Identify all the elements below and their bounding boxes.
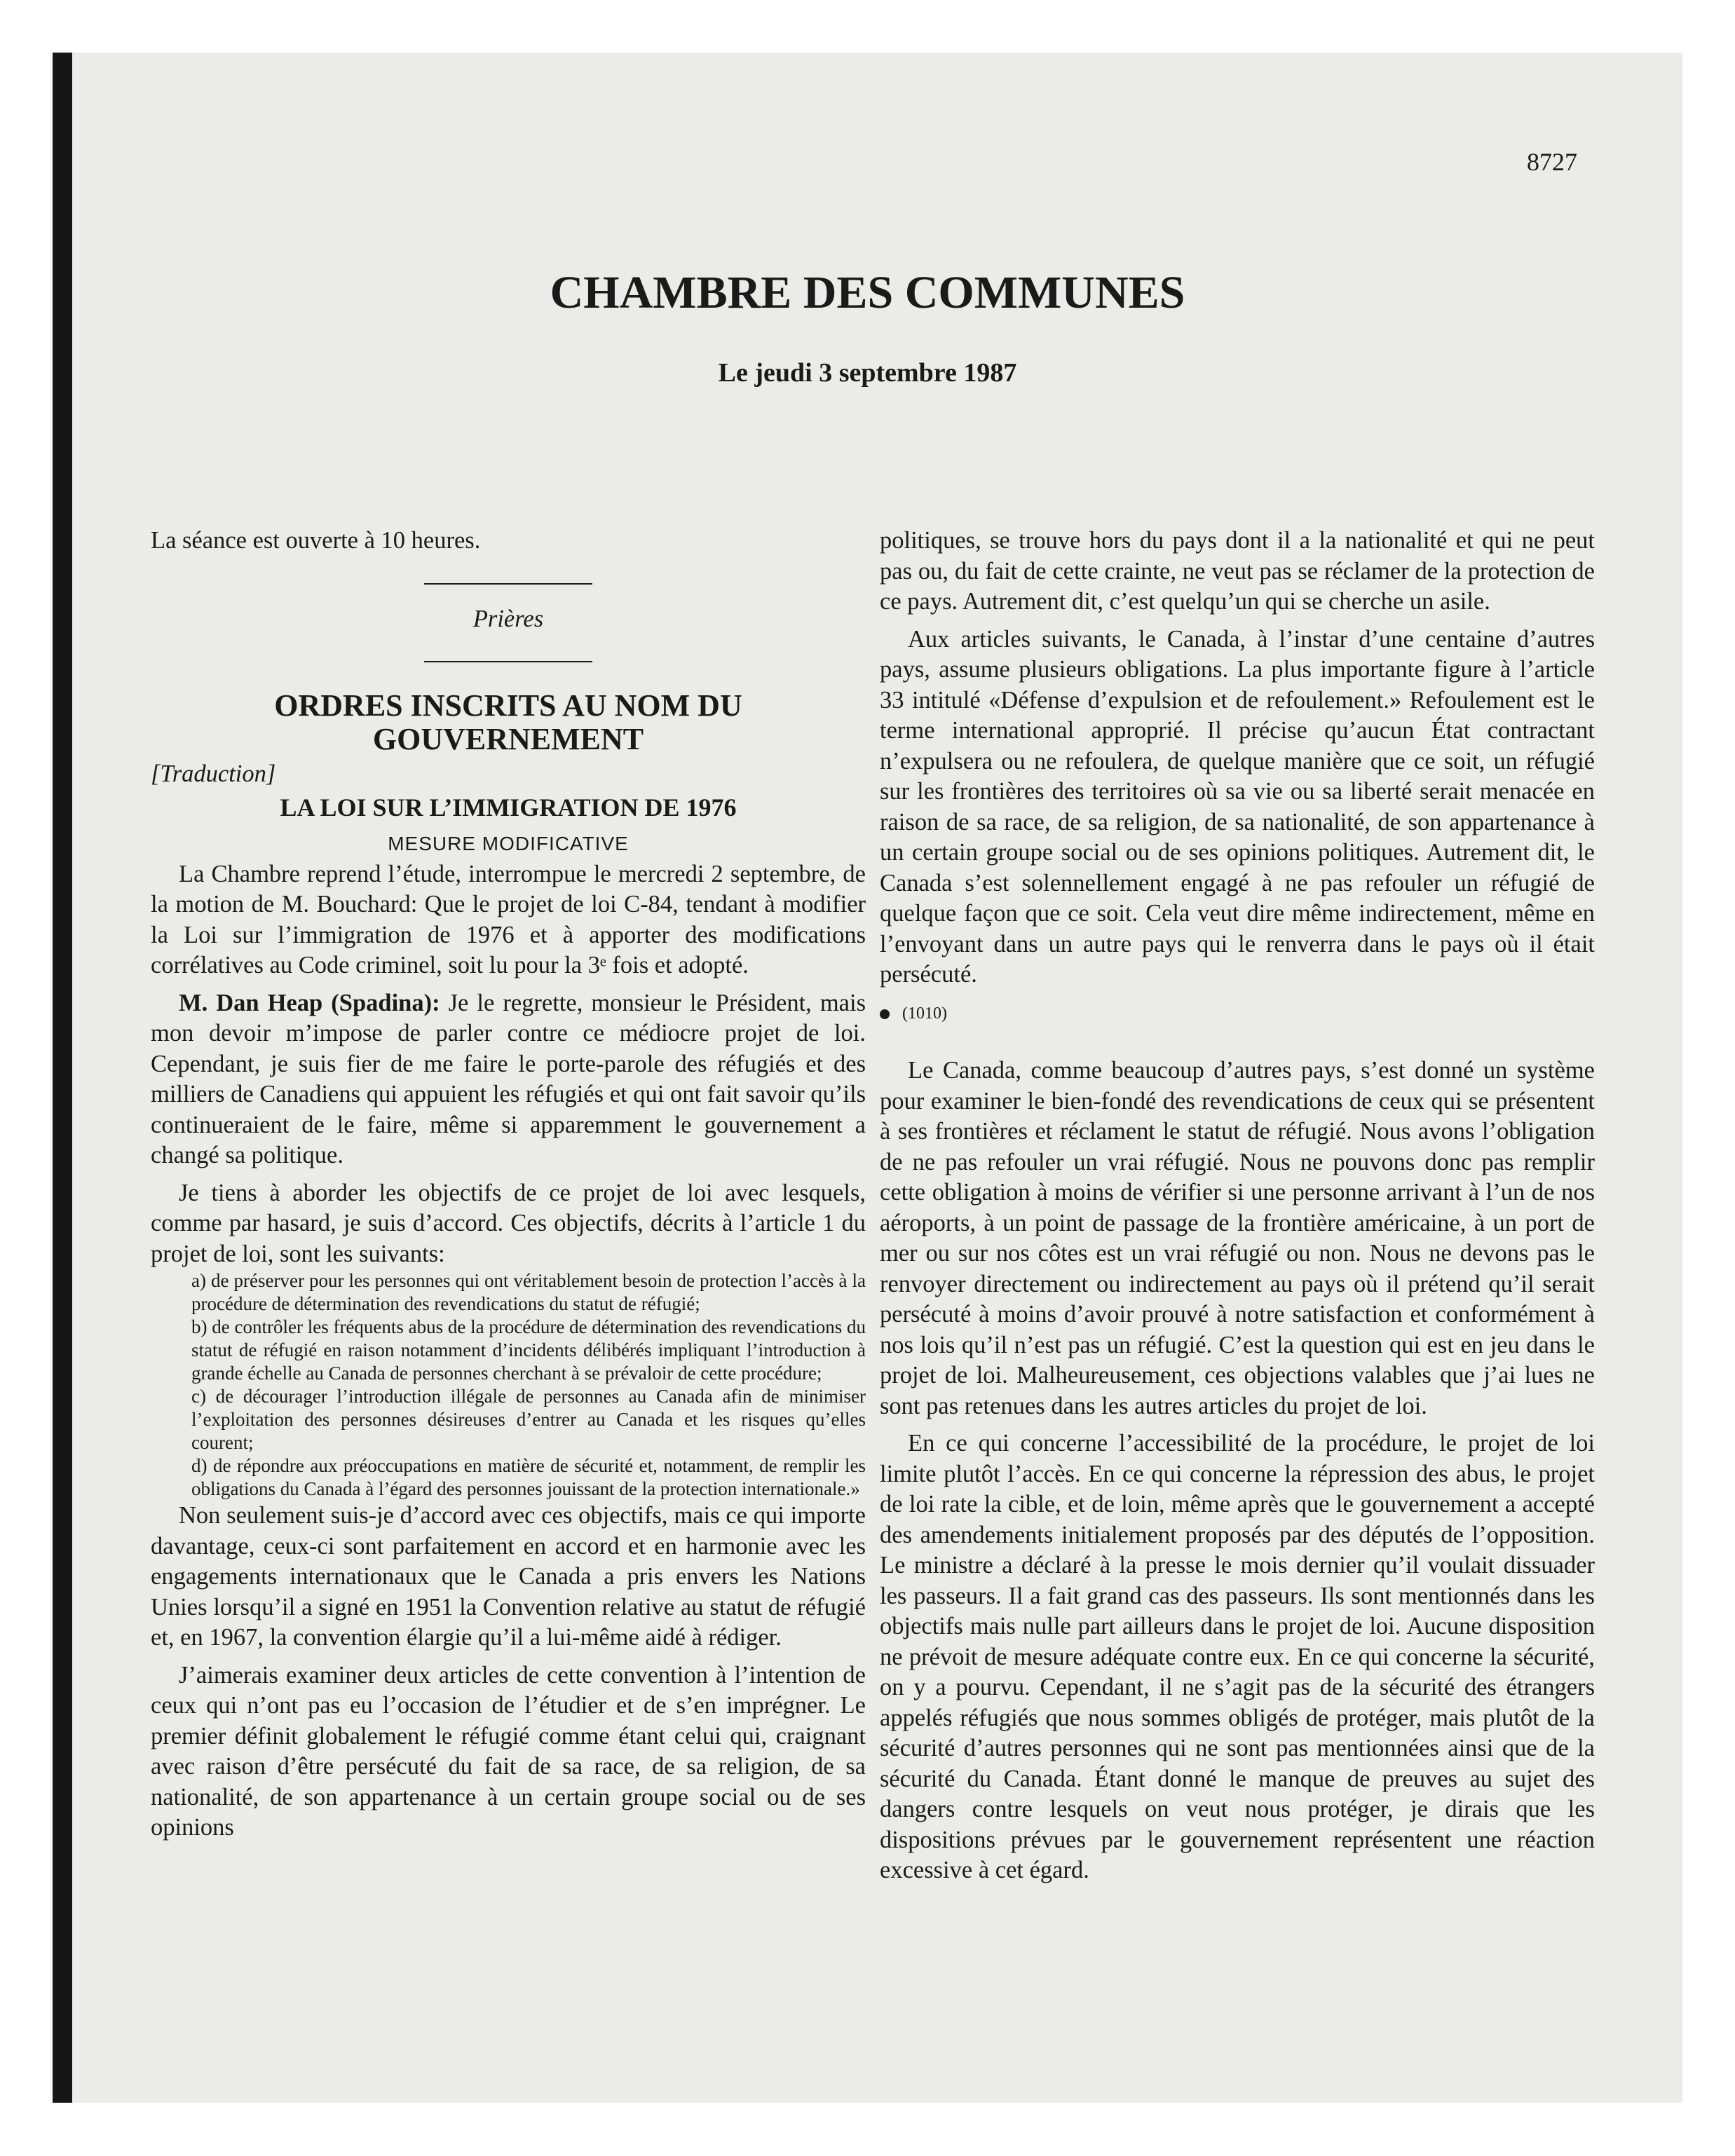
paragraph — [151, 988, 866, 1171]
objective-item: a) de préserver pour les personnes qui ont véritablement besoin de protection l’accès à la procédure de détermination des revendications du statut de réfugié; — [191, 1270, 866, 1314]
bill-title: LA LOI SUR L’IMMIGRATION DE 1976 — [280, 793, 737, 821]
section-heading: ORDRES INSCRITS AU NOM DU GOUVERNEMENT — [274, 688, 742, 756]
paragraph: politiques, se trouve hors du pays dont il a la nationalité et qui ne peut pas ou, du fait de cette crainte, ne veut pas se réclamer de la protection de ce pays. Autrement dit, c’est quelqu’un qui se cherche un asile. — [880, 527, 1595, 615]
time-marker — [880, 999, 1595, 1030]
paragraph: Je tiens à aborder les objectifs de ce projet de loi avec lesquels, comme par hasard, je suis d’accord. Ces objectifs, décrits à l’article 1 du projet de loi, sont les suivants: — [151, 1179, 866, 1267]
bullet-dot-icon — [880, 1009, 890, 1019]
objective-item: d) de répondre aux préoccupations en matière de sécurité et, notamment, de remplir les obligations du Canada à l’égard des personnes jouissant de la protection internationale.» — [191, 1455, 866, 1499]
objective-item: c) de décourager l’introduction illégale de personnes au Canada afin de minimiser l’exploitation des personnes désireuses d’entrer au Canada et les risques qu’elles courent; — [191, 1386, 866, 1453]
paragraph: Non seulement suis-je d’accord avec ces objectifs, mais ce qui importe davantage, ceux-ci sont parfaitement en accord et en harmonie avec les engagements internationaux que le Canada a pris envers les Nations Unies lorsqu’il a signé en 1951 la Convention relative au statut de réfugié et, en 1967, la convention élargie qu’il a lui-même aidé à rédiger. — [151, 1502, 866, 1651]
prayers-heading: Prières — [472, 605, 544, 632]
paragraph: La Chambre reprend l’étude, interrompue le mercredi 2 septembre, de la motion de M. Bouchard: Que le projet de loi C-84, tendant à modifier la Loi sur l’immigration de 1976 et à apporter des modifications corrélatives au Code criminel, soit lu pour la 3ᵉ fois et adopté. — [151, 860, 866, 978]
page-title: CHAMBRE DES COMMUNES — [550, 267, 1185, 318]
paragraph: J’aimerais examiner deux articles de cette convention à l’intention de ceux qui n’ont pas eu l’occasion de l’étudier et de s’en imprégner. Le premier définit globalement le réfugié comme étant celui qui, craignant avec raison d’être persécuté du fait de sa race, de sa religion, de sa nationalité, de son appartenance à un certain groupe social ou de ses opinions — [151, 1661, 866, 1841]
paragraph: En ce qui concerne l’accessibilité de la procédure, le projet de loi limite plutôt l’accès. En ce qui concerne la répression des abus, le projet de loi rate la cible, et de loin, même après que le gouvernement a accepté des amendements initialement proposés par des députés de l’opposition. Le ministre a déclaré à la presse le mois dernier qu’il voulait dissuader les passeurs. Il a fait grand cas des passeurs. Ils sont mentionnés dans les objectifs mais nulle part ailleurs dans le projet de loi. Aucune disposition ne prévoit de mesure adéquate contre eux. En ce qui concerne la sécurité, on y a pourvu. Cependant, il ne s’agit pas de la sécurité des étrangers appelés réfugiés que nous sommes obligés de protéger, mais plutôt de la sécurité d’autres personnes qui ne sont pas mentionnées ainsi que de la sécurité du Canada. Étant donné le manque de preuves au sujet des dangers contre lesquels on veut nous protéger, je dirais que les dispositions prévues par le gouvernement représentent une réaction excessive à cet égard. — [880, 1430, 1595, 1883]
time-marker-label: (1010) — [902, 1004, 947, 1023]
amendment-label: MESURE MODIFICATIVE — [388, 833, 629, 854]
left-column — [151, 526, 866, 1843]
translation-note: [Traduction] — [151, 760, 276, 787]
page-number: 8727 — [1527, 148, 1577, 176]
speaker-name: M. Dan Heap (Spadina): — [179, 989, 440, 1016]
paragraph: Aux articles suivants, le Canada, à l’instar d’une centaine d’autres pays, assume plusieurs obligations. La plus importante figure à l’article 33 intitulé «Défense d’expulsion et de refoulement.» Refoulement est le terme international approprié. Il précise qu’aucun État contractant n’expulsera ou ne refoulera, de quelque manière que ce soit, un réfugié sur les frontières des territoires où sa vie ou sa liberté serait menacée en raison de sa race, de sa religion, de sa nationalité, de son appartenance à un certain groupe social ou de ses opinions politiques. Autrement dit, le Canada s’est solennellement engagé à ne pas refouler un réfugié de quelque façon que ce soit. Cela veut dire même indirectement, même en l’envoyant dans un autre pays qui le renverra dans le pays où il était persécuté. — [880, 625, 1595, 988]
speech-text: Je le regrette, monsieur le Président, mais mon devoir m’impose de parler contre ce médiocre projet de loi. Cependant, je suis fier de me faire le porte-parole des réfugiés et des milliers de Canadiens qui appuient les réfugiés et qui ont fait savoir qu’ils continueraient de le faire, même si apparemment le gouvernement a changé sa politique. — [151, 989, 866, 1168]
divider-rule — [424, 661, 592, 662]
sitting-date: Le jeudi 3 septembre 1987 — [718, 358, 1017, 388]
paragraph: Le Canada, comme beaucoup d’autres pays, s’est donné un système pour examiner le bien-fondé des revendications de ceux qui se présentent à ses frontières et réclament le statut de réfugié. Nous avons l’obligation de ne pas refouler un vrai réfugié. Nous ne pouvons donc pas remplir cette obligation à moins de vérifier si une personne arrivant à l’un de nos aéroports, à un point de passage de la frontière américaine, à un port de mer ou sur nos côtes est un vrai réfugié ou non. Nous ne devons pas le renvoyer directement ou indirectement au pays où il prétend qu’il serait persécuté à moins d’avoir prouvé à notre satisfaction et conformément à nos lois qu’il n’est pas un réfugié. C’est la question qui est en jeu dans le projet de loi. Malheureusement, ces objections valables que j’ai lues ne sont pas retenues dans les autres articles du projet de loi. — [880, 1057, 1595, 1419]
objective-item: b) de contrôler les fréquents abus de la procédure de détermination des revendications du statut de réfugié en raison notamment d’incidents délibérés impliquant l’introduction à grande échelle au Canada de personnes cherchant à se prévaloir de cette procédure; — [191, 1316, 866, 1384]
divider-rule — [424, 583, 592, 585]
opening-line: La séance est ouverte à 10 heures. — [151, 527, 481, 554]
scan-edge-bar — [53, 53, 72, 2103]
right-column — [880, 526, 1595, 1886]
